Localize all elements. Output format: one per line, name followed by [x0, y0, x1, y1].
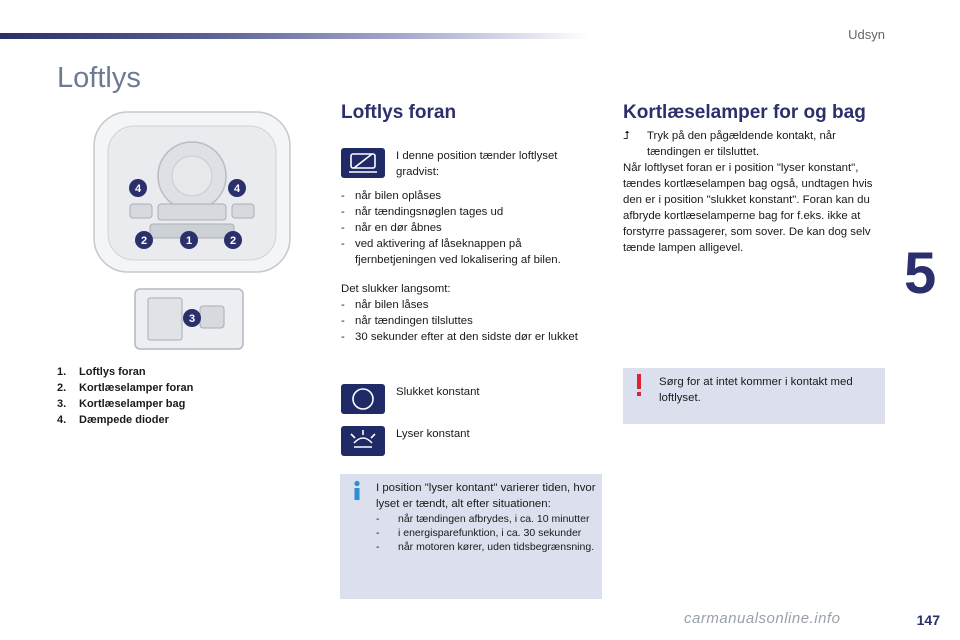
warning-text: Sørg for at intet kommer i kontakt med loftlyset.: [659, 376, 853, 404]
info-icon: [350, 480, 364, 502]
svg-text:4: 4: [233, 183, 241, 195]
light-off-icon: [341, 384, 385, 414]
map-heading: Kortlæselamper for og bag: [623, 102, 866, 123]
page-title: Loftlys: [57, 62, 141, 94]
legend-item: 1. Loftlys foran: [57, 366, 146, 378]
svg-text:3: 3: [188, 313, 196, 325]
section-name: Udsyn: [848, 27, 885, 42]
info-text: I position "lyser kontant" varierer tiden, hvor lyset er tændt, alt efter situationen:: [376, 482, 596, 510]
watermark: carmanualsonline.info: [684, 610, 841, 627]
off-label: Slukket konstant: [396, 386, 480, 398]
header-bar: [0, 33, 590, 39]
info-list: - når tændingen afbrydes, i ca. 10 minutter - i energisparefunktion, i ca. 30 sekunder - når motoren kører, uden tidsbegrænsning.: [376, 513, 595, 553]
rear-lamp-illustration: [134, 288, 244, 350]
svg-text:2: 2: [140, 235, 148, 247]
legend-item: 2. Kortlæselamper foran: [57, 382, 194, 394]
svg-text:1: 1: [185, 235, 193, 247]
marker-1: [180, 231, 198, 249]
on-label: Lyser konstant: [396, 428, 470, 440]
info-callout: [340, 474, 602, 599]
legend-item: 3. Kortlæselamper bag: [57, 398, 186, 410]
page-number: 147: [916, 612, 940, 628]
map-text: ⮥ Tryk på den pågældende kontakt, når tændingen er tilsluttet. Når loftlyset foran er i position "lyser konstant", tændes kortlæselampen bag også, undtagen hvis den er i position "slukket konstant". Foran kan du afbryde kortlæselamperne bag for f.eks. ikke at forstyrre passagerer, som sover. De kan dog selv tænde lampen alligevel.: [623, 128, 885, 256]
light-gradual-icon: [341, 148, 385, 178]
marker-2-right: [224, 231, 242, 249]
chapter-number: 5: [904, 241, 937, 306]
marker-4-right: [228, 179, 246, 197]
warning-callout: [623, 368, 885, 424]
arrow-bullet-icon: ⮥: [623, 130, 630, 142]
marker-2-left: [135, 231, 153, 249]
svg-text:2: 2: [229, 235, 237, 247]
marker-3: [183, 309, 201, 327]
front-heading: Loftlys foran: [341, 102, 457, 123]
off-list: Det slukker langsomt: - når bilen låses - når tændingen tilsluttes - 30 sekunder efter at den sidste dør er lukket: [341, 283, 578, 343]
marker-4-left: [129, 179, 147, 197]
light-on-icon: [341, 426, 385, 456]
front-console-illustration: [92, 106, 292, 276]
map-body: Når loftlyset foran er i position "lyser konstant", tændes kortlæselampen bag også, undtagen hvis den er i position "slukket konstant". Foran kan du afbryde kortlæselamperne bag for f.eks. ikke at forstyrre passagerer, som sover. De kan dog selv tænde lampen alligevel.: [623, 162, 873, 254]
gradual-list: - når bilen oplåses - når tændingsnøglen tages ud - når en dør åbnes - ved aktivering af låseknappen på fjernbetjeningen ved lokalisering af bilen.: [341, 190, 561, 266]
legend-item: 4. Dæmpede dioder: [57, 414, 169, 426]
gradual-text: I denne position tænder loftlyset gradvist:: [396, 150, 558, 178]
warning-icon: [634, 374, 644, 398]
svg-text:4: 4: [134, 183, 142, 195]
legend-list: [57, 364, 193, 428]
